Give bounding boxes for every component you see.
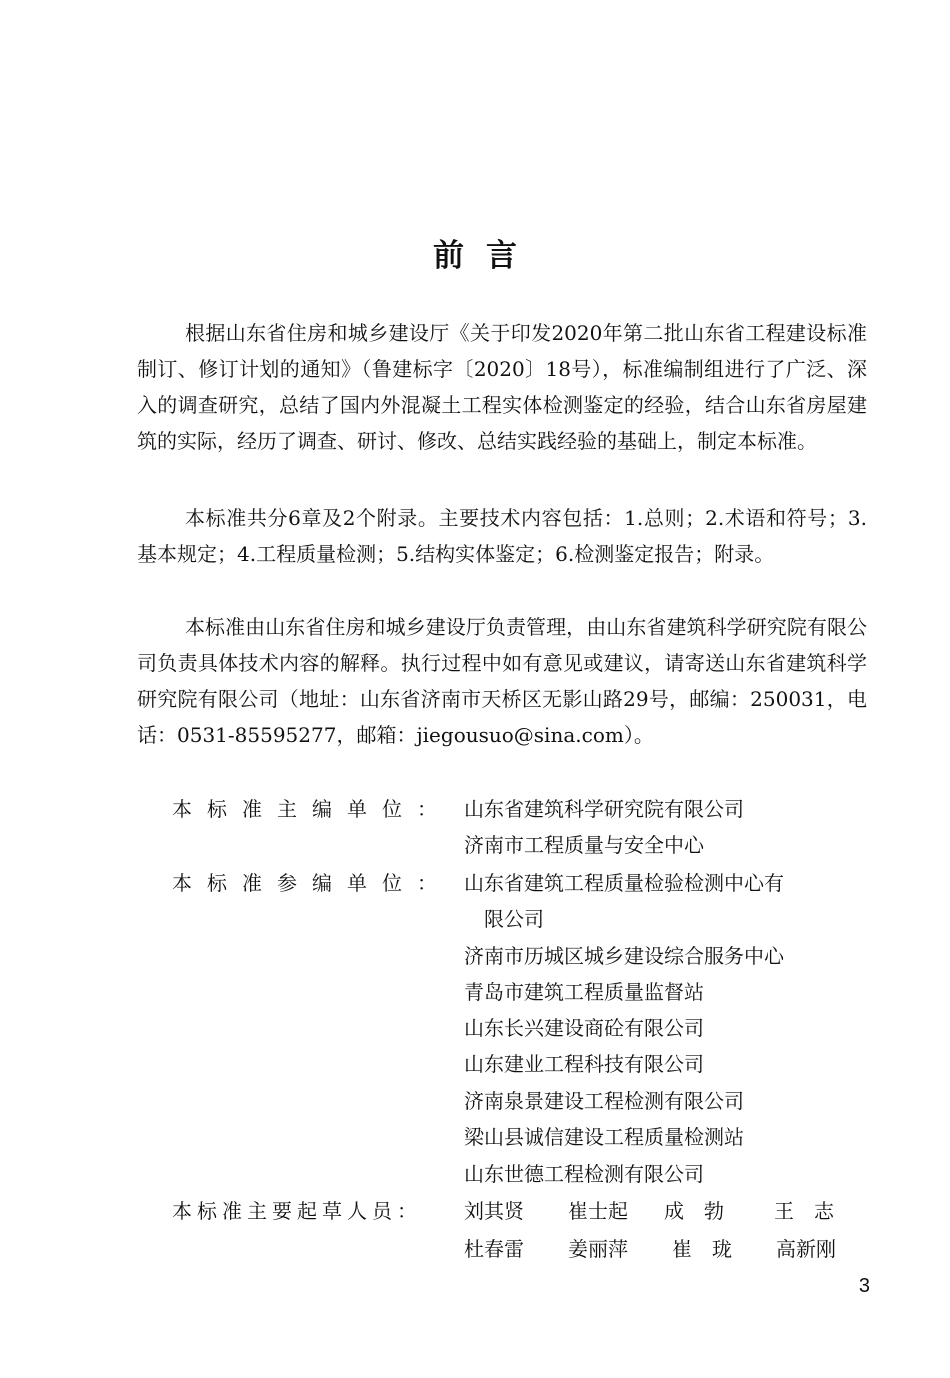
drafters-row [172,1193,872,1229]
participating-unit-item: 山东长兴建设商砼有限公司 [464,1016,704,1040]
participating-units-label: 本标准参编单位： [172,871,452,895]
drafter-name: 崔士起 [568,1199,628,1223]
participating-unit-item: 济南市历城区城乡建设综合服务中心 [464,944,784,968]
page-title: 前言 [433,238,539,274]
participating-unit-item: 山东建业工程科技有限公司 [464,1052,704,1076]
paragraph-contents: 本标准共分6章及2个附录。主要技术内容包括：1.总则；2.术语和符号；3.基本规定；4.工程质量检测；5.结构实体鉴定；6.检测鉴定报告；附录。 [137,506,867,566]
participating-units-row [172,865,872,901]
participating-unit-item: 山东世德工程检测有限公司 [464,1162,704,1186]
participating-units-row [172,1046,872,1082]
chief-units-label: 本标准主编单位： [172,797,452,821]
drafters-names [464,1231,874,1267]
drafter-name: 杜春雷 [464,1237,524,1261]
participating-unit-item: 梁山县诚信建设工程质量检测站 [464,1125,744,1149]
participating-units-row [172,1119,872,1155]
participating-unit-item: 济南泉景建设工程检测有限公司 [464,1089,744,1113]
drafter-name: 刘其贤 [464,1199,524,1223]
drafter-name: 高新刚 [776,1237,836,1261]
paragraph-management: 本标准由山东省住房和城乡建设厅负责管理，由山东省建筑科学研究院有限公司负责具体技术内容的解释。执行过程中如有意见或建议，请寄送山东省建筑科学研究院有限公司（地址：山东省济南市天桥区无影山路29号，邮编：250031，电话：0531-85595277，邮箱：jiegousuo@sina.com）。 [137,615,867,747]
drafter-name: 成 勃 [664,1199,724,1223]
participating-units-row [172,938,872,974]
drafter-name: 王 志 [774,1199,834,1223]
participating-unit-item: 青岛市建筑工程质量监督站 [464,980,704,1004]
drafters-names [464,1193,874,1229]
drafters-row [172,1231,872,1267]
chief-units-row [172,827,872,863]
drafter-name: 姜丽萍 [568,1237,628,1261]
participating-units-row [172,1083,872,1119]
participating-units-row [172,1156,872,1192]
participating-units-row [172,974,872,1010]
chief-units-row [172,791,872,827]
drafter-name: 崔 珑 [672,1237,732,1261]
chief-unit-item: 济南市工程质量与安全中心 [464,833,704,857]
participating-units-row [172,901,872,937]
chief-unit-item: 山东省建筑科学研究院有限公司 [464,797,744,821]
drafters-label: 本标准主要起草人员： [172,1199,422,1223]
paragraph-basis: 根据山东省住房和城乡建设厅《关于印发2020年第二批山东省工程建设标准制订、修订计划的通知》（鲁建标字〔2020〕18号），标准编制组进行了广泛、深入的调查研究，总结了国内外混凝土工程实体检测鉴定的经验，结合山东省房屋建筑的实际，经历了调查、研讨、修改、总结实践经验的基础上，制定本标准。 [137,321,867,453]
participating-unit-item: 限公司 [484,907,544,931]
page-number: 3 [858,1275,870,1297]
participating-unit-item: 山东省建筑工程质量检验检测中心有 [464,871,784,895]
participating-units-row [172,1010,872,1046]
